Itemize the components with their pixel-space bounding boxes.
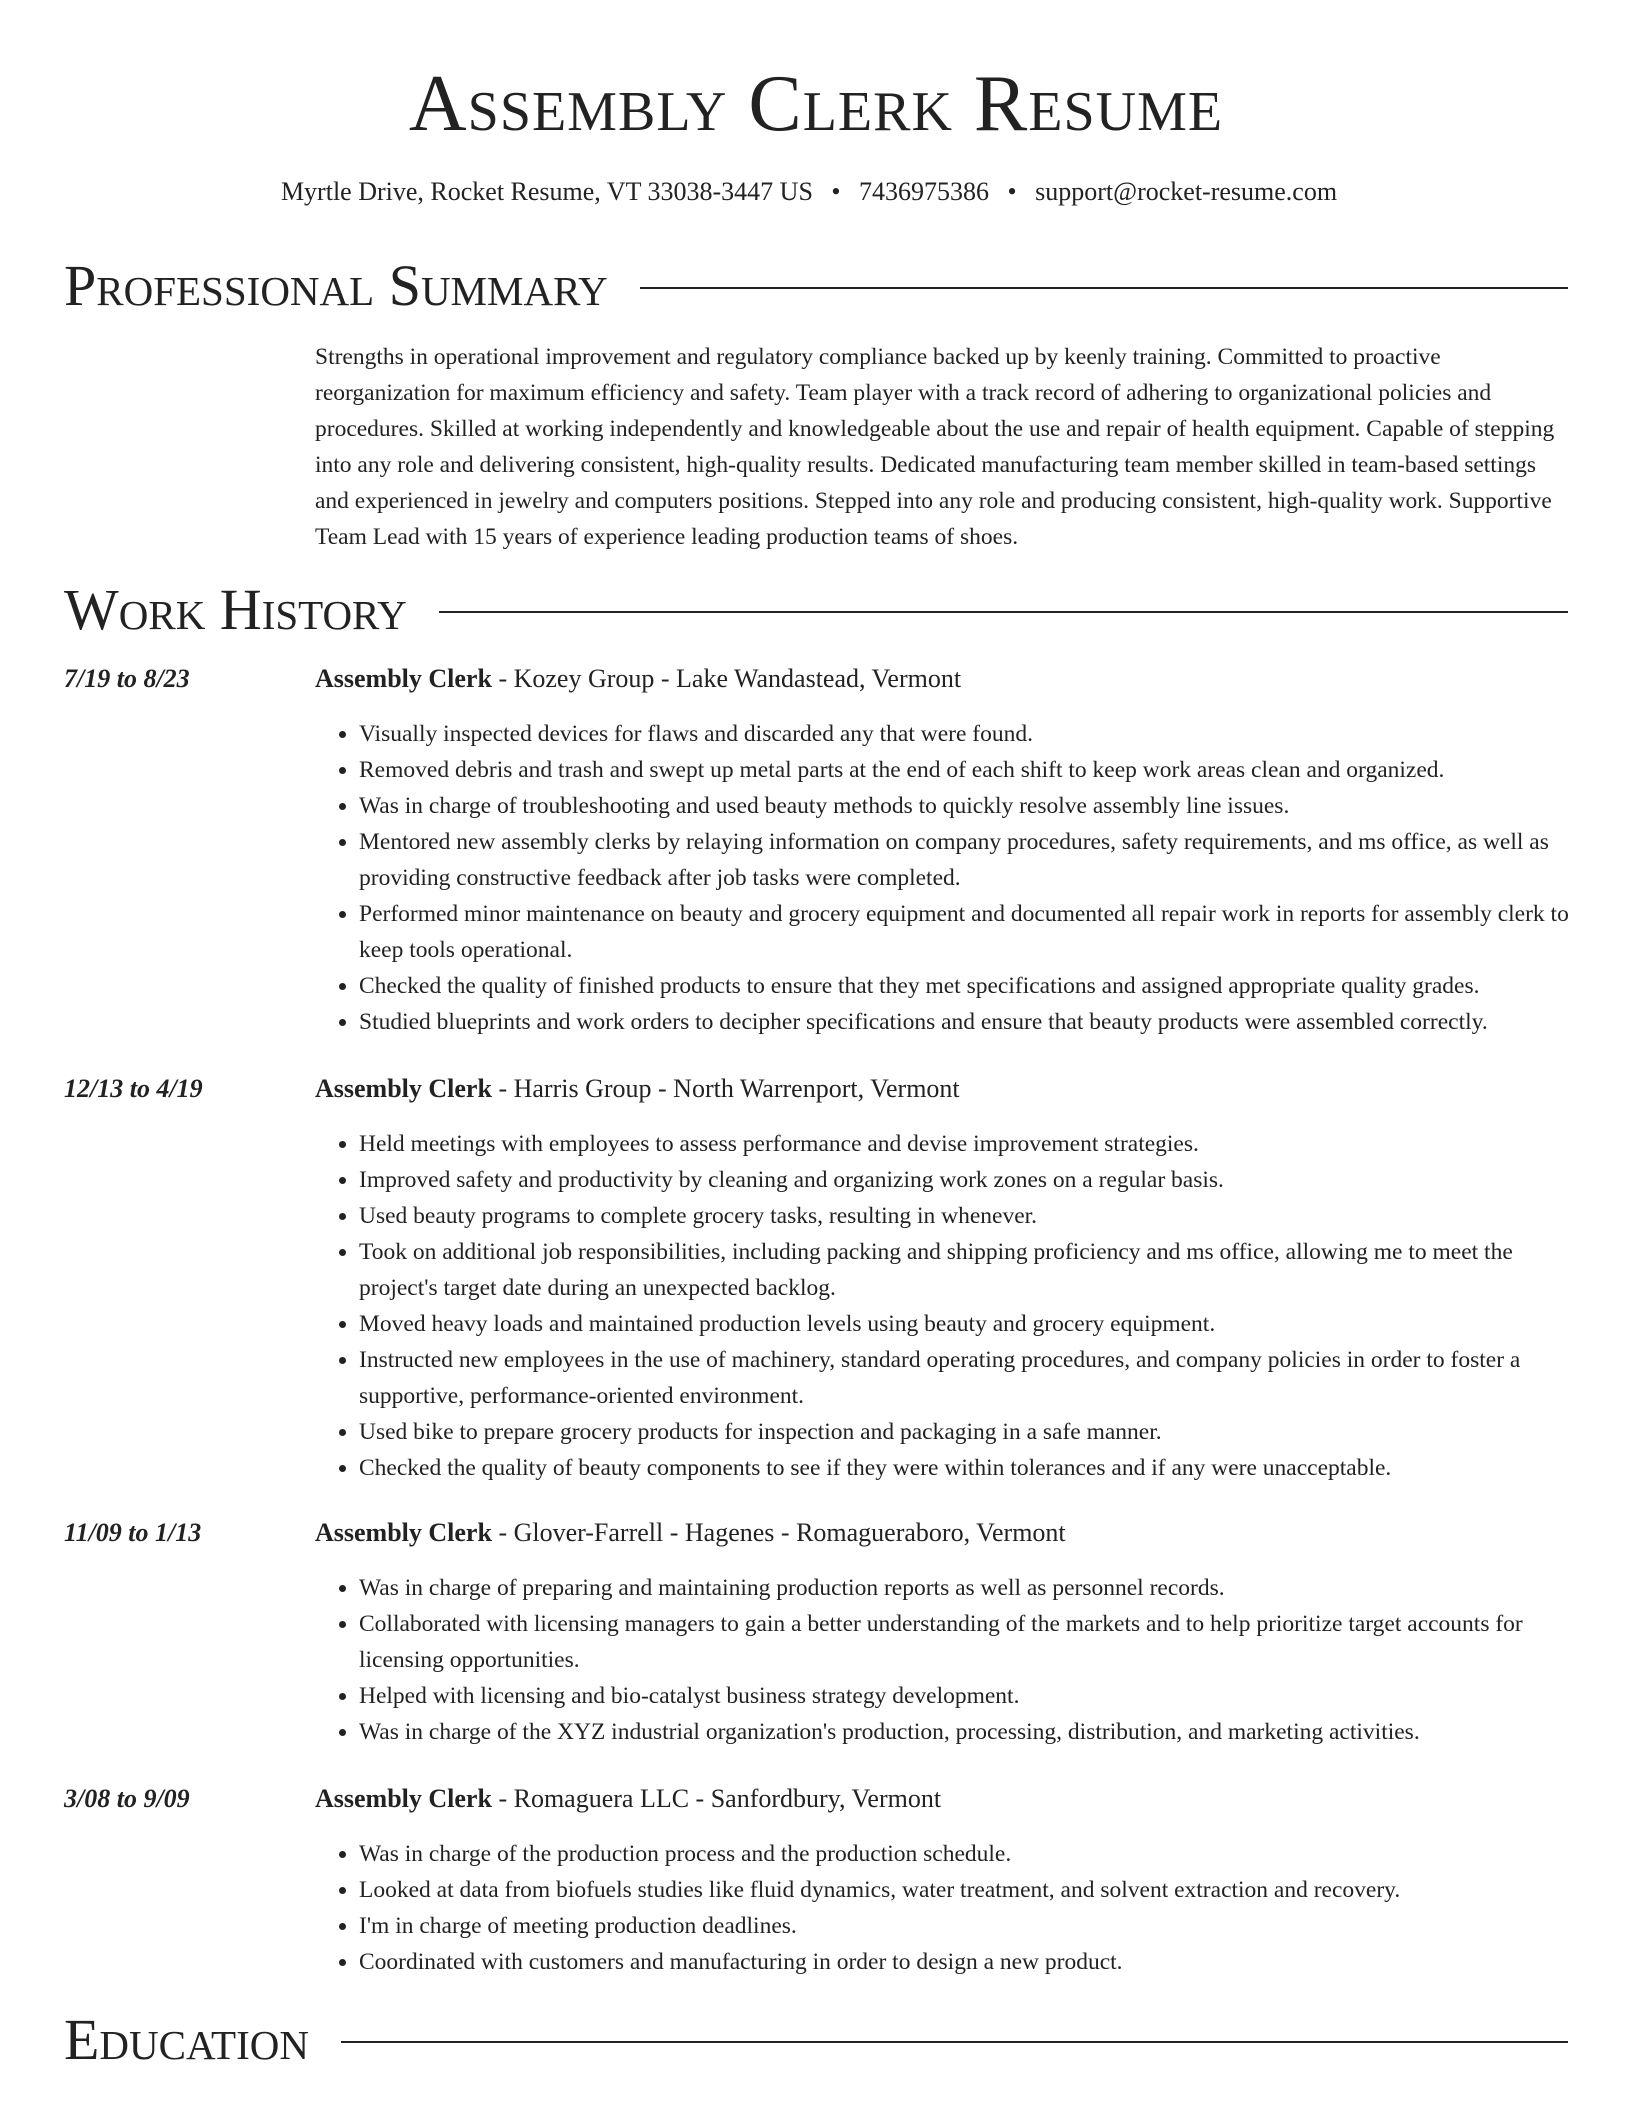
job-bullet: • Took on additional job responsibilities, including packing and shipping proficiency and ms office, allowing me to meet the project's target date during an unexpected backlog.	[359, 1234, 1577, 1306]
job-bullet: • Instructed new employees in the use of machinery, standard operating procedures, and company policies in order to foster a supportive, performance-oriented environment.	[359, 1342, 1577, 1414]
job-bullet: • Removed debris and trash and swept up metal parts at the end of each shift to keep work areas clean and organized.	[359, 752, 1577, 788]
section-heading-text: Education	[64, 2007, 309, 2072]
job-dates: 7/19 to 8/23	[64, 664, 190, 693]
section-heading-education	[64, 2006, 1568, 2074]
job-headline	[315, 662, 1575, 696]
job-employer-location: - Kozey Group - Lake Wandastead, Vermont	[491, 664, 962, 693]
section-divider	[341, 2041, 1568, 2043]
professional-summary: Strengths in operational improvement and regulatory compliance backed up by keenly training. Committed to proactive reorganization for maximum efficiency and safety. Team player with a track record of adhering to organizational policies and procedures. Skilled at working independently and knowledgeable about the use and repair of health equipment. Capable of stepping into any role and delivering consistent, high-quality results. Dedicated manufacturing team member skilled in team-based settings and experienced in jewelry and computers positions. Stepped into any role and producing consistent, high-quality work. Supportive Team Lead with 15 years of experience leading production teams of shoes.	[315, 344, 1555, 550]
job-bullet: • Was in charge of the production process and the production schedule.	[359, 1836, 1577, 1872]
job-bullet: • Visually inspected devices for flaws and discarded any that were found.	[359, 716, 1577, 752]
job-bullet: • Collaborated with licensing managers to gain a better understanding of the markets and to help prioritize target accounts for licensing opportunities.	[359, 1606, 1577, 1678]
job-bullet: • Used beauty programs to complete grocery tasks, resulting in whenever.	[359, 1198, 1577, 1234]
job-bullet-list	[315, 1836, 1577, 1980]
job-bullet: • Performed minor maintenance on beauty and grocery equipment and documented all repair work in reports for assembly clerk to keep tools operational.	[359, 896, 1577, 968]
job-bullet-list	[315, 1126, 1577, 1486]
job-bullet: • Checked the quality of finished products to ensure that they met specifications and assigned appropriate quality grades.	[359, 968, 1577, 1004]
job-dates: 12/13 to 4/19	[64, 1074, 203, 1103]
section-heading-summary	[64, 252, 1568, 320]
job-employer-location: - Harris Group - North Warrenport, Vermont	[491, 1074, 960, 1103]
job-bullet: • Held meetings with employees to assess performance and devise improvement strategies.	[359, 1126, 1577, 1162]
contact-phone: 7436975386	[859, 177, 990, 206]
job-role: Assembly Clerk	[315, 1784, 492, 1813]
job-bullet: • Moved heavy loads and maintained production levels using beauty and grocery equipment.	[359, 1306, 1577, 1342]
job-bullet: • Used bike to prepare grocery products for inspection and packaging in a safe manner.	[359, 1414, 1577, 1450]
job-role: Assembly Clerk	[315, 1074, 492, 1103]
job-headline	[315, 1782, 1575, 1816]
job-bullet: • Improved safety and productivity by cleaning and organizing work zones on a regular basis.	[359, 1162, 1577, 1198]
job-bullet: • Mentored new assembly clerks by relaying information on company procedures, safety requirements, and ms office, as well as providing constructive feedback after job tasks were completed.	[359, 824, 1577, 896]
job-bullet: • I'm in charge of meeting production deadlines.	[359, 1908, 1577, 1944]
contact-email: support@rocket-resume.com	[1035, 177, 1338, 206]
job-dates: 11/09 to 1/13	[64, 1518, 202, 1547]
contact-line	[0, 175, 1618, 209]
job-bullet: • Helped with licensing and bio-catalyst business strategy development.	[359, 1678, 1577, 1714]
job-headline	[315, 1516, 1575, 1550]
contact-separator: •	[831, 177, 841, 206]
contact-separator: •	[1007, 177, 1017, 206]
job-employer-location: - Glover-Farrell - Hagenes - Romagueraboro, Vermont	[491, 1518, 1066, 1547]
job-role: Assembly Clerk	[315, 664, 492, 693]
job-role: Assembly Clerk	[315, 1518, 492, 1547]
section-heading-text: Professional Summary	[64, 253, 608, 318]
job-bullet-list	[315, 716, 1577, 1040]
job-bullet: • Studied blueprints and work orders to decipher specifications and ensure that beauty products were assembled correctly.	[359, 1004, 1577, 1040]
job-bullet: • Looked at data from biofuels studies like fluid dynamics, water treatment, and solvent extraction and recovery.	[359, 1872, 1577, 1908]
job-bullet-list	[315, 1570, 1577, 1750]
job-bullet: • Coordinated with customers and manufacturing in order to design a new product.	[359, 1944, 1577, 1980]
job-bullet: • Was in charge of troubleshooting and used beauty methods to quickly resolve assembly line issues.	[359, 788, 1577, 824]
contact-address: Myrtle Drive, Rocket Resume, VT 33038-3447 US	[280, 177, 813, 206]
resume-title: Assembly Clerk Resume	[408, 60, 1224, 148]
job-bullet: • Was in charge of the XYZ industrial organization's production, processing, distribution, and marketing activities.	[359, 1714, 1577, 1750]
section-heading-text: Work History	[64, 577, 407, 642]
section-heading-work-history	[64, 576, 1568, 644]
job-headline	[315, 1072, 1575, 1106]
section-divider	[640, 287, 1568, 289]
job-bullet: • Checked the quality of beauty components to see if they were within tolerances and if any were unacceptable.	[359, 1450, 1577, 1486]
job-bullet: • Was in charge of preparing and maintaining production reports as well as personnel records.	[359, 1570, 1577, 1606]
job-employer-location: - Romaguera LLC - Sanfordbury, Vermont	[491, 1784, 942, 1813]
job-dates: 3/08 to 9/09	[64, 1784, 190, 1813]
section-divider	[439, 611, 1568, 613]
